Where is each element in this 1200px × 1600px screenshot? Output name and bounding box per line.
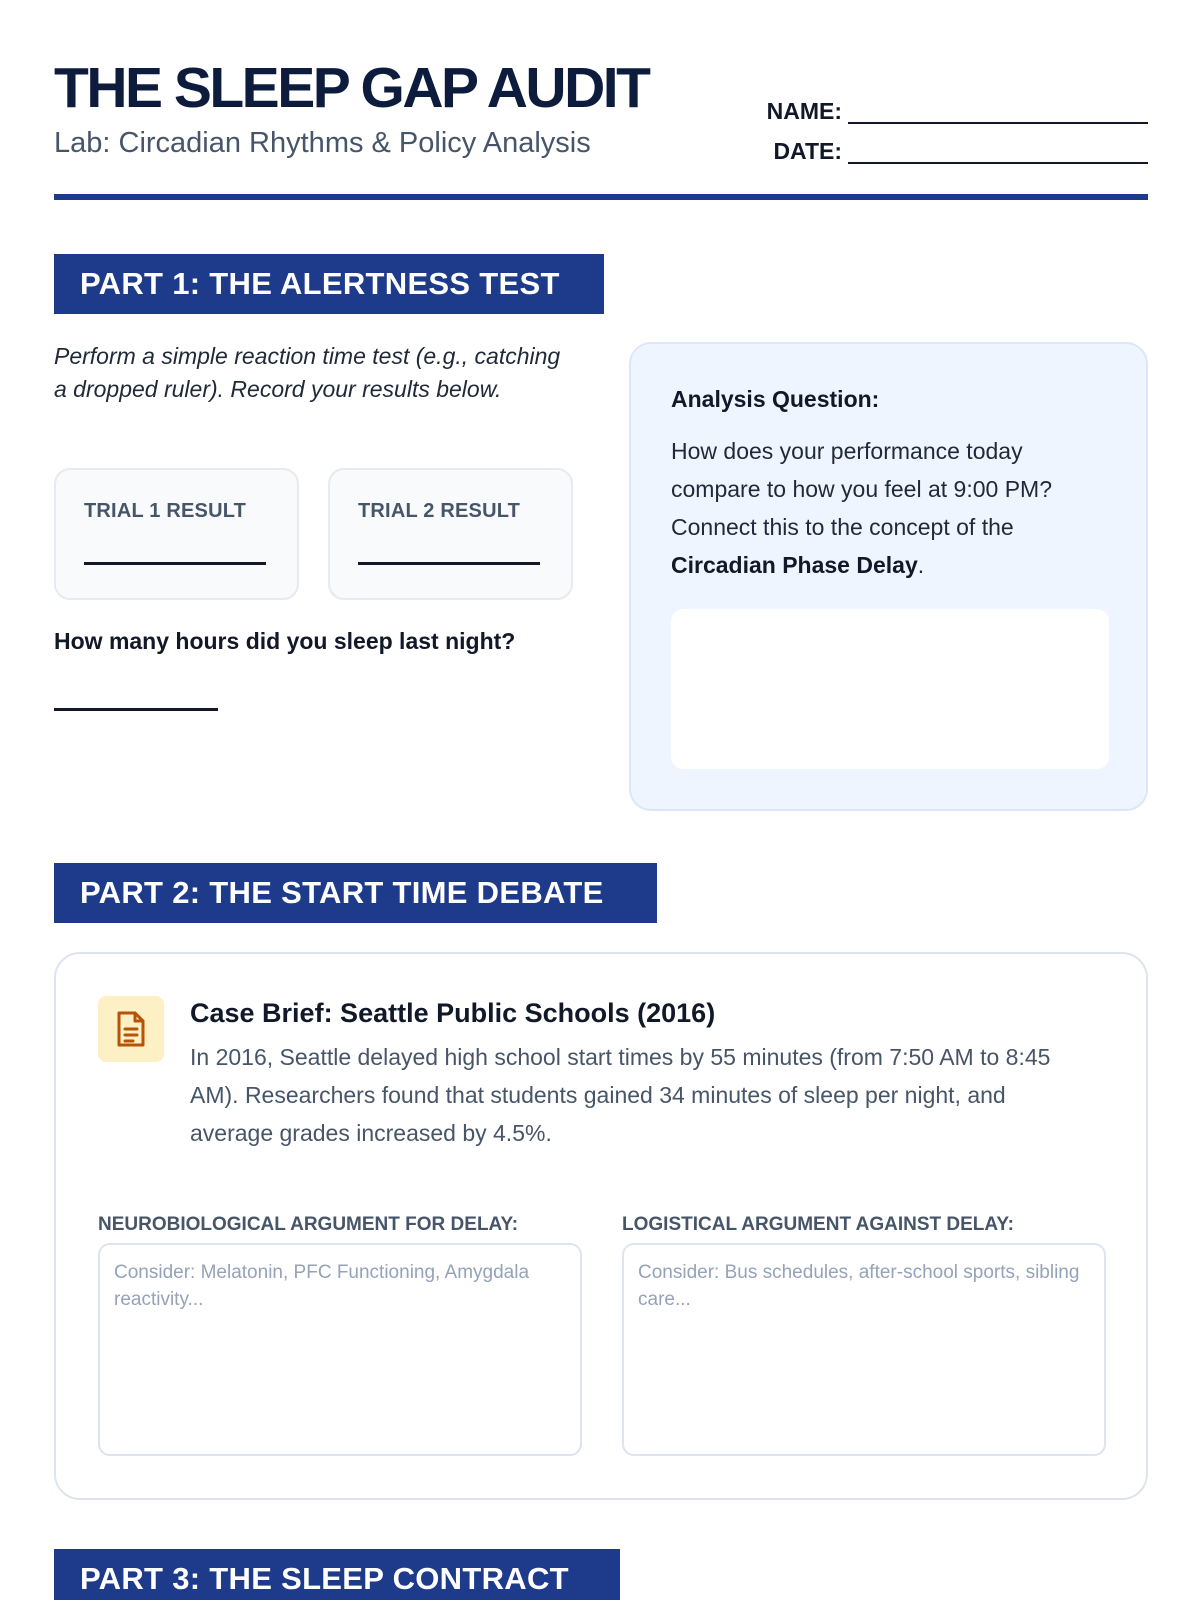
analysis-question-body: How does your performance today compare to how you feel at 9:00 PM? Connect this to the concept of the [671, 438, 1052, 540]
part1-instructions: Perform a simple reaction time test (e.g., catching a dropped ruler). Record your results below. [54, 343, 561, 402]
analysis-question-title: Analysis Question: [671, 386, 880, 412]
argument-for-input[interactable] [98, 1243, 582, 1456]
argument-for-label: NEUROBIOLOGICAL ARGUMENT FOR DELAY: [98, 1214, 519, 1235]
analysis-question-box [629, 342, 1148, 811]
analysis-answer-area[interactable] [671, 609, 1109, 769]
analysis-question-end: . [917, 552, 925, 578]
header-divider [54, 194, 1148, 200]
argument-against-placeholder: Consider: Bus schedules, after-school sports, sibling care... [638, 1262, 1080, 1310]
trial2-label: TRIAL 2 RESULT [358, 500, 521, 522]
trial2-card[interactable] [328, 468, 573, 600]
argument-for-placeholder: Consider: Melatonin, PFC Functioning, Amygdala reactivity... [114, 1262, 530, 1310]
trial2-answer-line[interactable] [358, 562, 540, 565]
case-brief-body: In 2016, Seattle delayed high school start times by 55 minutes (from 7:50 AM to 8:45 AM). Researchers found that students gained 34 minutes of sleep per night, and average grades increased by 4.5%. [190, 1044, 1051, 1146]
analysis-question-text [671, 432, 1111, 584]
name-field-row [767, 94, 1148, 124]
worksheet-header [54, 56, 1148, 201]
trial1-answer-line[interactable] [84, 562, 266, 565]
case-brief-title: Case Brief: Seattle Public Schools (2016) [190, 998, 716, 1028]
worksheet-subtitle: Lab: Circadian Rhythms & Policy Analysis [54, 127, 591, 159]
trial1-card[interactable] [54, 468, 299, 600]
argument-against-label: LOGISTICAL ARGUMENT AGAINST DELAY: [622, 1214, 1014, 1235]
worksheet-page [54, 0, 1148, 1600]
argument-against-input[interactable] [622, 1243, 1106, 1456]
part1-heading: PART 1: THE ALERTNESS TEST [54, 254, 604, 314]
date-field-row [773, 134, 1148, 164]
date-field[interactable] [848, 142, 1148, 164]
name-field[interactable] [848, 102, 1148, 124]
analysis-question-term: Circadian Phase Delay [671, 552, 918, 578]
sleep-hours-question: How many hours did you sleep last night? [54, 628, 516, 654]
part2-heading: PART 2: THE START TIME DEBATE [54, 863, 657, 923]
name-label: NAME: [766, 98, 842, 124]
document-icon [98, 996, 164, 1062]
trial1-label: TRIAL 1 RESULT [84, 500, 247, 522]
case-brief-card [54, 952, 1148, 1500]
date-label: DATE: [773, 138, 842, 164]
sleep-hours-answer-line[interactable] [54, 708, 218, 711]
part3-heading: PART 3: THE SLEEP CONTRACT [54, 1549, 620, 1600]
worksheet-title: THE SLEEP GAP AUDIT [54, 56, 649, 120]
